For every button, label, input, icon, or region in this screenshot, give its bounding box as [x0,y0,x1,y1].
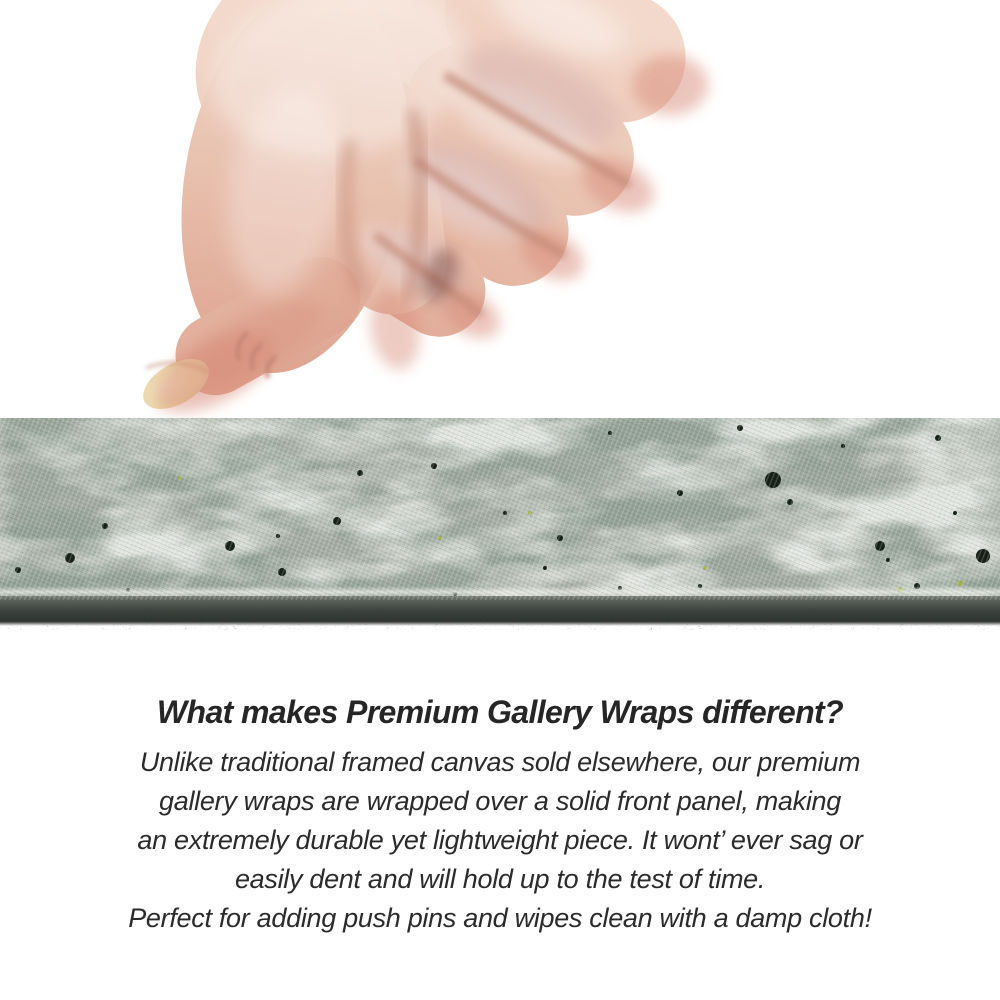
hand-pressing-illustration [0,0,1000,418]
copy-block [0,694,1000,938]
body-line: Perfect for adding push pins and wipes clean with a damp cloth! [128,903,872,933]
heading: What makes Premium Gallery Wraps different? [156,694,844,730]
body-line: Unlike traditional framed canvas sold elsewhere, our premium [139,747,861,777]
body-line: an extremely durable yet lightweight piece. It wont’ ever sag or [137,825,863,855]
body-line: easily dent and will hold up to the test of time. [234,864,766,894]
canvas-edge-strip [0,418,1000,632]
body-line: gallery wraps are wrapped over a solid front panel, making [159,786,841,816]
canvas-weave-overlay [0,418,1000,600]
